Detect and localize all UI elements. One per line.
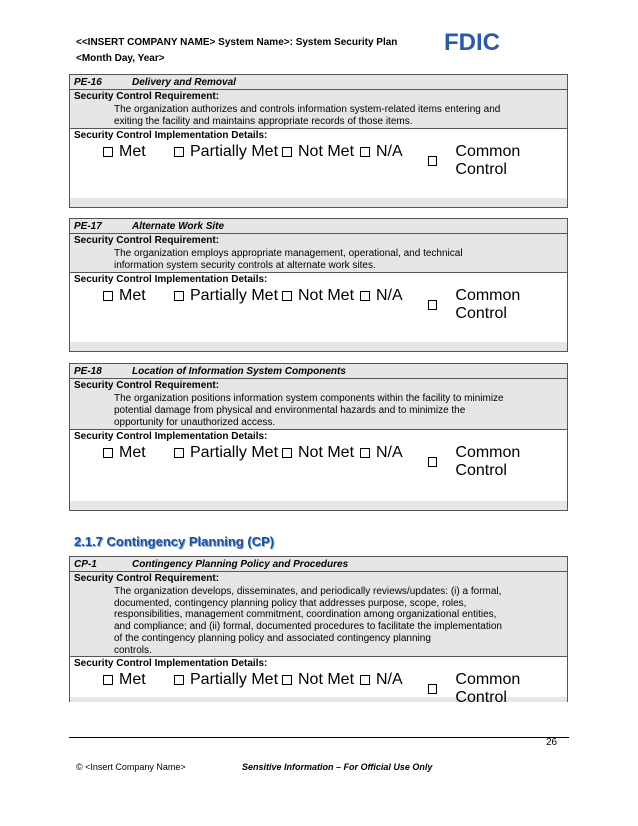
control-id: PE-18 [74,365,102,377]
met-checkbox[interactable]: Met [103,671,146,689]
common-control-checkbox[interactable]: Common Control [428,444,567,480]
requirement-label: Security Control Requirement: [74,573,220,584]
implementation-label: Security Control Implementation Details: [74,130,268,141]
common-control-checkbox[interactable]: Common Control [428,143,567,179]
control-box-pe16 [69,74,568,208]
requirement-text: The organization employs appropriate management, operational, and technical information system security controls at alternate work sites. [114,248,463,271]
control-id: CP-1 [74,558,97,570]
fdic-logo [444,28,504,54]
control-box-pe17 [69,218,568,352]
control-box-pe18 [69,363,568,511]
requirement-text: The organization develops, disseminates, and periodically reviews/updates: (i) a formal, documented, contingency planning policy that addresses purpose, scope, roles, responsibilities, management commitment, coordination among organizational entities, and compliance; and (ii) formal, documented procedures to facilitate the implementation of the contingency planning policy and associated contingency planning controls. [114,586,502,656]
implementation-section [70,430,567,501]
requirement-label: Security Control Requirement: [74,380,220,391]
not-met-checkbox[interactable]: Not Met [282,143,354,161]
requirement-label: Security Control Requirement: [74,91,220,102]
implementation-section [70,657,567,707]
na-checkbox[interactable]: N/A [360,444,403,462]
met-checkbox[interactable]: Met [103,287,146,305]
footer-classification: Sensitive Information – For Official Use Only [242,762,433,772]
control-title: Contingency Planning Policy and Procedures [132,558,349,570]
partially-met-checkbox[interactable]: Partially Met [174,671,278,689]
partially-met-checkbox[interactable]: Partially Met [174,287,278,305]
control-title: Delivery and Removal [132,76,236,88]
requirement-text: The organization positions information system components within the facility to minimize potential damage from physical and environmental hazards and to minimize the opportunity for unauthorized access. [114,393,504,428]
na-checkbox[interactable]: N/A [360,143,403,161]
status-checkbox-row [70,287,567,322]
status-checkbox-row [70,671,567,707]
control-box-cp1 [69,556,568,707]
implementation-section [70,129,567,198]
na-checkbox[interactable]: N/A [360,287,403,305]
met-checkbox[interactable]: Met [103,444,146,462]
control-id: PE-17 [74,220,102,232]
implementation-label: Security Control Implementation Details: [74,274,268,285]
common-control-checkbox[interactable]: Common Control [428,287,567,323]
svg-text:FDIC: FDIC [444,29,500,54]
footer-rule [69,737,569,738]
header-title: <<INSERT COMPANY NAME> System Name>: System Security Plan [76,37,398,48]
met-checkbox[interactable]: Met [103,143,146,161]
not-met-checkbox[interactable]: Not Met [282,671,354,689]
document-header [76,35,397,67]
partially-met-checkbox[interactable]: Partially Met [174,444,278,462]
implementation-section [70,273,567,342]
na-checkbox[interactable]: N/A [360,671,403,689]
requirement-label: Security Control Requirement: [74,235,220,246]
footer-company: © <Insert Company Name> [76,762,186,772]
control-title-bar [70,219,567,234]
control-title: Alternate Work Site [132,220,225,232]
control-title: Location of Information System Components [132,365,346,377]
status-checkbox-row [70,444,567,479]
control-title-bar [70,557,567,572]
section-heading: 2.1.7 Contingency Planning (CP) [74,534,275,549]
implementation-label: Security Control Implementation Details: [74,431,268,442]
not-met-checkbox[interactable]: Not Met [282,444,354,462]
header-date: <Month Day, Year> [76,53,165,64]
not-met-checkbox[interactable]: Not Met [282,287,354,305]
page-number: 26 [546,737,558,748]
requirement-text: The organization authorizes and controls information system-related items entering and exiting the facility and maintains appropriate records of those items. [114,104,501,127]
control-title-bar [70,364,567,379]
partially-met-checkbox[interactable]: Partially Met [174,143,278,161]
status-checkbox-row [70,143,567,178]
control-id: PE-16 [74,76,102,88]
implementation-label: Security Control Implementation Details: [74,658,268,670]
control-title-bar [70,75,567,90]
common-control-checkbox[interactable]: Common Control [428,671,567,707]
